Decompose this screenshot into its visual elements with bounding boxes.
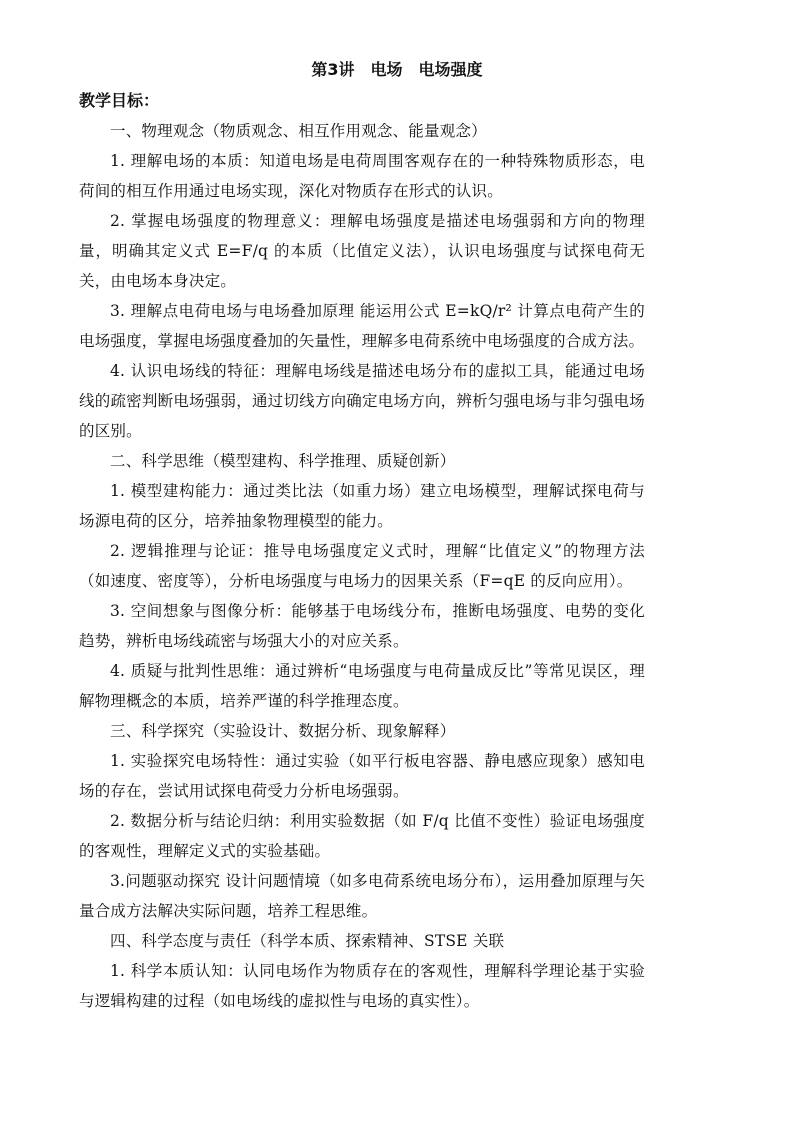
section-heading-4: 四、科学态度与责任（科学本质、探索精神、STSE 关联 [110, 932, 505, 950]
paragraph-1-2: 2. 掌握电场强度的物理意义：理解电场强度是描述电场强弱和方向的物理量，明确其定义式 E=F/q 的本质（比值定义法），认识电场强度与试探电荷无关，由电场本身决定。 [79, 212, 645, 290]
document-body [79, 116, 645, 1016]
goal-heading: 教学目标： [79, 91, 160, 110]
paragraph-2-2: 2. 逻辑推理与论证：推导电场强度定义式时，理解“比值定义”的物理方法（如速度、密度等），分析电场强度与电场力的因果关系（F=qE 的反向应用）。 [79, 542, 645, 590]
paragraph-1-3: 3. 理解点电荷电场与电场叠加原理 能运用公式 E=kQ/r² 计算点电荷产生的电场强度，掌握电场强度叠加的矢量性，理解多电荷系统中电场强度的合成方法。 [79, 302, 645, 350]
paragraph-3-1: 1. 实验探究电场特性：通过实验（如平行板电容器、静电感应现象）感知电场的存在，尝试用试探电荷受力分析电场强弱。 [79, 752, 645, 800]
paragraph-2-3: 3. 空间想象与图像分析：能够基于电场线分布，推断电场强度、电势的变化趋势，辨析电场线疏密与场强大小的对应关系。 [79, 602, 645, 650]
paragraph-3-3: 3.问题驱动探究 设计问题情境（如多电荷系统电场分布），运用叠加原理与矢量合成方法解决实际问题，培养工程思维。 [79, 872, 645, 920]
paragraph-3-2: 2. 数据分析与结论归纳：利用实验数据（如 F/q 比值不变性）验证电场强度的客观性，理解定义式的实验基础。 [79, 812, 645, 860]
paragraph-1-1: 1. 理解电场的本质：知道电场是电荷周围客观存在的一种特殊物质形态，电荷间的相互作用通过电场实现，深化对物质存在形式的认识。 [79, 152, 645, 200]
section-heading-1: 一、物理观念（物质观念、相互作用观念、能量观念） [110, 122, 487, 140]
paragraph-2-4: 4. 质疑与批判性思维：通过辨析“电场强度与电荷量成反比”等常见误区，理解物理概念的本质，培养严谨的科学推理态度。 [79, 662, 645, 710]
paragraph-2-1: 1. 模型建构能力：通过类比法（如重力场）建立电场模型，理解试探电荷与场源电荷的区分，培养抽象物理模型的能力。 [79, 482, 645, 530]
paragraph-4-1: 1. 科学本质认知：认同电场作为物质存在的客观性，理解科学理论基于实验与逻辑构建的过程（如电场线的虚拟性与电场的真实性）。 [79, 962, 645, 1010]
section-heading-2: 二、科学思维（模型建构、科学推理、质疑创新） [110, 452, 456, 470]
lesson-title: 第3讲 电场 电场强度 [311, 60, 483, 79]
section-heading-3: 三、科学探究（实验设计、数据分析、现象解释） [110, 722, 456, 740]
paragraph-1-4: 4. 认识电场线的特征：理解电场线是描述电场分布的虚拟工具，能通过电场线的疏密判断电场强弱，通过切线方向确定电场方向，辨析匀强电场与非匀强电场的区别。 [79, 362, 645, 440]
